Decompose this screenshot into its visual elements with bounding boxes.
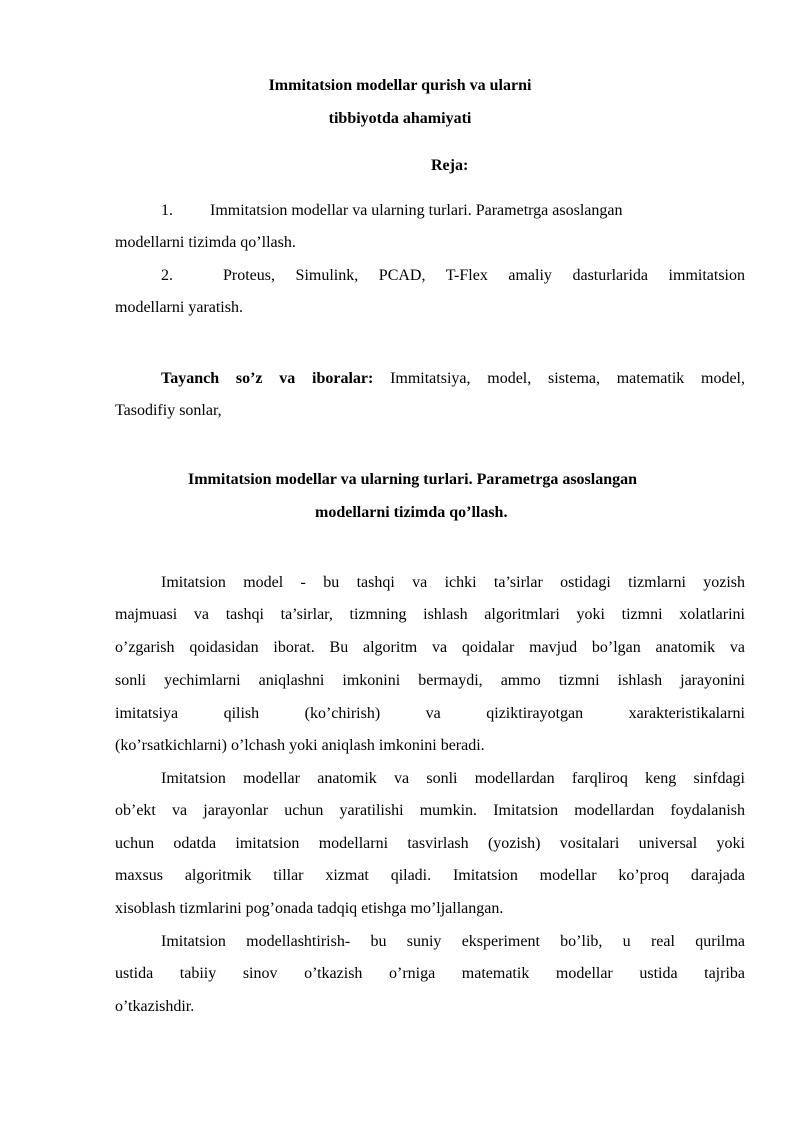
keywords-label: Tayanch so’z va iboralar:: [161, 370, 374, 387]
paragraph-1-line-1: Imitatsion model - bu tashqi va ichki ta’sirlar ostidagi tizmlarni yozish: [161, 574, 745, 591]
plan-item-1-line-2: modellarni tizimda qo’llash.: [115, 234, 296, 251]
keywords-text: Immitatsiya, model, sistema, matematik model,: [373, 370, 746, 387]
paragraph-2-line-5: xisoblash tizmlarini pog’onada tadqiq etishga mo’ljallangan.: [115, 900, 504, 917]
plan-item-2-number: 2.: [161, 267, 173, 284]
keywords-line-2: Tasodifiy sonlar,: [115, 402, 222, 419]
document-title-line-2: tibbiyotda ahamiyati: [328, 110, 472, 127]
plan-item-1-line-1: Immitatsion modellar va ularning turlari. Parametrga asoslangan: [210, 202, 623, 219]
paragraph-1-line-5: imitatsiya qilish (ko’chirish) va qiziktirayotgan xarakteristikalarni: [115, 705, 745, 722]
paragraph-1-line-2: majmuasi va tashqi ta’sirlar, tizmning ishlash algoritmlari yoki tizmni xolatlarini: [115, 606, 745, 623]
plan-item-2-line-2: modellarni yaratish.: [115, 299, 243, 316]
paragraph-1-line-6: (ko’rsatkichlarni) o’lchash yoki aniqlash imkonini beradi.: [115, 737, 485, 754]
keywords-line-1: [161, 369, 745, 389]
section-heading-line-1: Immitatsion modellar va ularning turlari. Parametrga asoslangan: [188, 471, 638, 488]
plan-item-2-line-1: Proteus, Simulink, PCAD, T-Flex amaliy dasturlarida immitatsion: [223, 267, 745, 284]
paragraph-2-line-4: maxsus algoritmik tillar xizmat qiladi. Imitatsion modellar ko’proq darajada: [115, 867, 745, 884]
paragraph-2-line-2: ob’ekt va jarayonlar uchun yaratilishi mumkin. Imitatsion modellardan foydalanish: [115, 802, 745, 819]
paragraph-3-line-3: o’tkazishdir.: [115, 998, 195, 1015]
section-heading-line-2: modellarni tizimda qo’llash.: [315, 504, 508, 521]
document-title-line-1: Immitatsion modellar qurish va ularni: [268, 77, 532, 94]
paragraph-1-line-4: sonli yechimlarni aniqlashni imkonini bermaydi, ammo tizmni ishlash jarayonini: [115, 672, 745, 689]
plan-item-1-number: 1.: [161, 202, 173, 219]
plan-heading: Reja:: [431, 157, 469, 174]
paragraph-1-line-3: o’zgarish qoidasidan iborat. Bu algoritm va qoidalar mavjud bo’lgan anatomik va: [115, 639, 745, 656]
paragraph-2-line-1: Imitatsion modellar anatomik va sonli modellardan farqliroq keng sinfdagi: [161, 770, 745, 787]
paragraph-2-line-3: uchun odatda imitatsion modellarni tasvirlash (yozish) vositalari universal yoki: [115, 835, 745, 852]
paragraph-3-line-1: Imitatsion modellashtirish- bu suniy eksperiment bo’lib, u real qurilma: [161, 933, 745, 950]
paragraph-3-line-2: ustida tabiiy sinov o’tkazish o’rniga matematik modellar ustida tajriba: [115, 965, 745, 982]
